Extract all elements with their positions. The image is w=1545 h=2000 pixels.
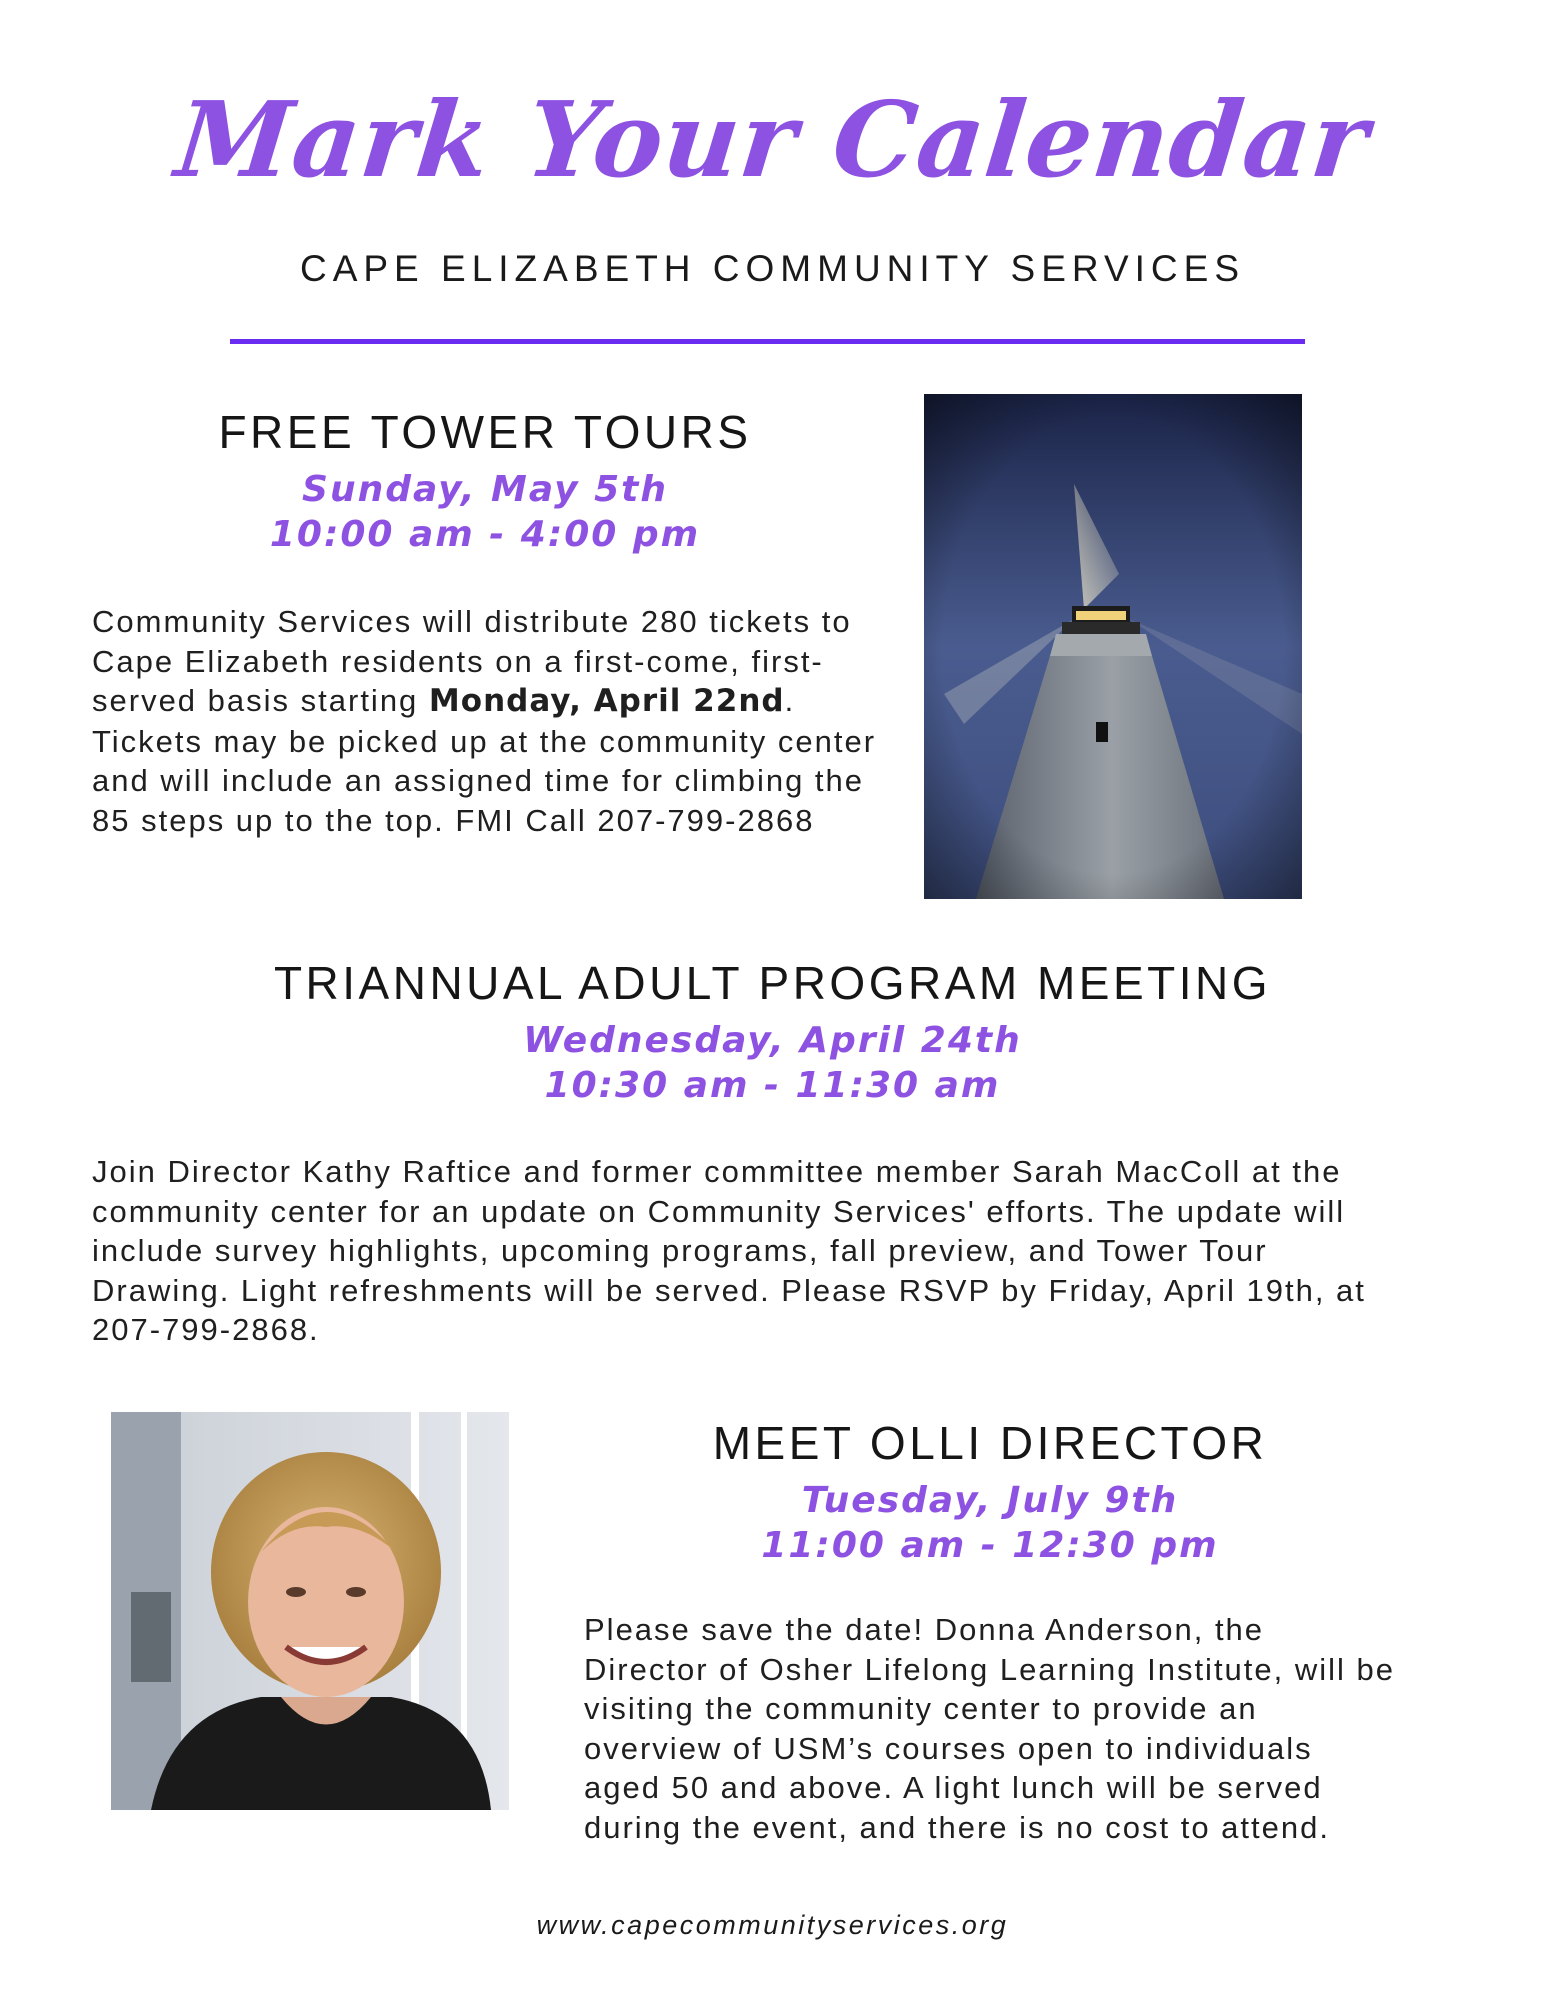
event-heading-tower-tours: FREE TOWER TOURS xyxy=(218,406,752,458)
event-description-tower-tours: Community Services will distribute 280 tickets to Cape Elizabeth residents on a first-come, first-served basis starting Monday, April 22nd. Tickets may be picked up at the community center and will include an assigned time for climbing the 85 steps up to the top. FMI Call 207-799-2868 xyxy=(92,604,877,838)
event-heading-adult-program-meeting: TRIANNUAL ADULT PROGRAM MEETING xyxy=(273,957,1272,1009)
lighthouse-photo xyxy=(924,394,1302,899)
event-date-olli-director: Tuesday, July 9th xyxy=(801,1480,1179,1521)
event-date-adult-program-meeting: Wednesday, April 24th xyxy=(523,1020,1022,1061)
event-date-tower-tours: Sunday, May 5th xyxy=(302,469,668,510)
event-time-adult-program-meeting: 10:30 am - 11:30 am xyxy=(544,1065,1001,1106)
event-heading-olli-director: MEET OLLI DIRECTOR xyxy=(712,1417,1268,1469)
event-time-tower-tours: 10:00 am - 4:00 pm xyxy=(269,514,701,555)
divider xyxy=(230,339,1305,344)
donna-anderson-photo xyxy=(111,1412,509,1810)
event-time-olli-director: 11:00 am - 12:30 pm xyxy=(761,1525,1219,1566)
event-description-adult-program-meeting: Join Director Kathy Raftice and former committee member Sarah MacColl at the community center for an update on Community Services' efforts. The update will include survey highlights, upcoming programs, fall preview, and Tower Tour Drawing. Light refreshments will be served. Please RSVP by Friday, April 19th, at 207-799-2868. xyxy=(92,1154,1366,1347)
page-title: Mark Your Calendar xyxy=(170,78,1375,201)
organization-name: CAPE ELIZABETH COMMUNITY SERVICES xyxy=(299,248,1245,289)
website-link[interactable]: www.capecommunityservices.org xyxy=(536,1910,1009,1940)
event-description-olli-director: Please save the date! Donna Anderson, the Director of Osher Lifelong Learning Institute, will be visiting the community center to provide an overview of USM’s courses open to individuals aged 50 and above. A light lunch will be served during the event, and there is no cost to attend. xyxy=(584,1612,1396,1845)
